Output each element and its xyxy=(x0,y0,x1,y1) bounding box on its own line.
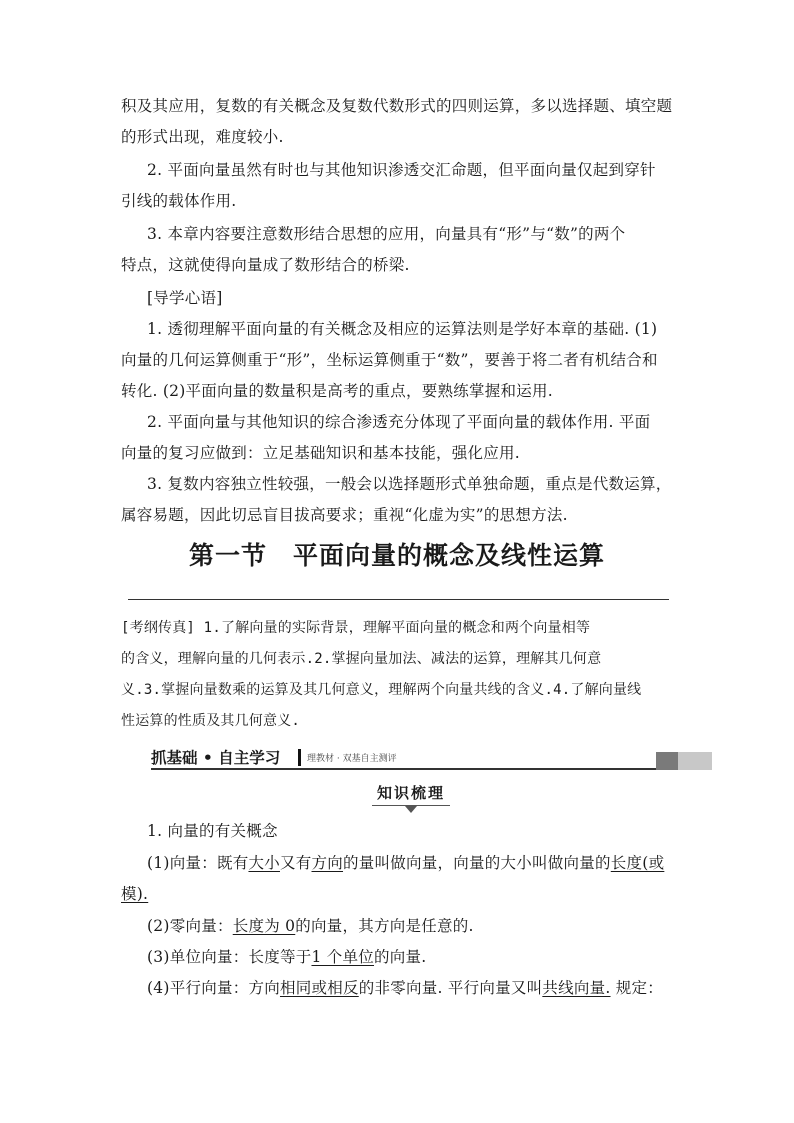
intro-line: 的形式出现，难度较小. xyxy=(121,128,284,146)
guide-line: 属容易题，因此切忌盲目拔高要求；重视“化虚为实”的思想方法. xyxy=(121,506,568,524)
content-line xyxy=(147,852,676,874)
band-subtitle: 理教材 · 双基自主测评 xyxy=(307,754,397,764)
text-span: (3)单位向量：长度等于 xyxy=(147,948,312,966)
syllabus-line: [考纲传真] 1.了解向量的实际背景，理解平面向量的概念和两个向量相等 xyxy=(121,620,591,636)
section-number: 第一节 xyxy=(188,541,267,570)
text-span: 的向量. xyxy=(374,948,427,966)
intro-line: 2. 平面向量虽然有时也与其他知识渗透交汇命题，但平面向量仅起到穿针 xyxy=(147,161,656,179)
section-title xyxy=(0,536,794,572)
fill-blank: 大小 xyxy=(248,854,280,872)
text-span: 的量叫做向量，向量的大小叫做向量的 xyxy=(343,854,611,872)
guide-line: 1. 透彻理解平面向量的有关概念及相应的运算法则是学好本章的基础. (1) xyxy=(147,320,658,338)
content-line xyxy=(121,883,676,905)
text-span: 的向量，其方向是任意的. xyxy=(295,917,474,935)
content-line xyxy=(147,915,676,937)
guide-line: 向量的复习应做到：立足基础知识和基本技能，强化应用. xyxy=(121,444,520,462)
text-span: 规定： xyxy=(610,979,663,997)
content-heading: 1. 向量的有关概念 xyxy=(147,822,278,840)
guide-line: 转化. (2)平面向量的数量积是高考的重点，要熟练掌握和运用. xyxy=(121,382,553,400)
knowledge-heading-label: 知识梳理 xyxy=(376,784,445,802)
section-band xyxy=(151,748,712,770)
knowledge-heading xyxy=(370,783,452,805)
title-rule xyxy=(128,599,669,600)
text-span: (2)零向量： xyxy=(147,917,233,935)
text-span: 的非零向量. 平行向量又叫 xyxy=(358,979,543,997)
intro-line: 3. 本章内容要注意数形结合思想的应用，向量具有“形”与“数”的两个 xyxy=(147,225,626,243)
intro-line: 积及其应用，复数的有关概念及复数代数形式的四则运算，多以选择题、填空题 xyxy=(121,97,673,115)
fill-blank: 方向 xyxy=(311,854,344,872)
fill-blank: 模). xyxy=(121,885,149,903)
band-block-dark xyxy=(656,752,678,770)
intro-line: 引线的载体作用. xyxy=(121,192,237,210)
syllabus-line: 性运算的性质及其几何意义. xyxy=(121,713,301,729)
band-title: 抓基础 • 自主学习 xyxy=(151,749,281,767)
fill-blank: 长度为 0 xyxy=(232,917,296,935)
band-block-light xyxy=(678,752,712,770)
guide-heading: [导学心语] xyxy=(147,289,223,307)
intro-line: 特点，这就使得向量成了数形结合的桥梁. xyxy=(121,256,410,274)
text-span: (1)向量：既有 xyxy=(147,854,249,872)
down-arrow-icon xyxy=(405,806,417,813)
fill-blank: 长度(或 xyxy=(610,854,665,872)
text-span: 又有 xyxy=(279,854,312,872)
fill-blank: 共线向量. xyxy=(542,979,611,997)
band-rule xyxy=(151,768,656,770)
section-name: 平面向量的概念及线性运算 xyxy=(293,541,606,570)
syllabus-line: 义.3.掌握向量数乘的运算及其几何意义，理解两个向量共线的含义.4.了解向量线 xyxy=(121,682,642,698)
fill-blank: 1 个单位 xyxy=(311,948,375,966)
content-line xyxy=(147,977,676,999)
guide-line: 3. 复数内容独立性较强，一般会以选择题形式单独命题，重点是代数运算， xyxy=(147,475,672,493)
fill-blank: 相同或相反 xyxy=(279,979,359,997)
syllabus-line: 的含义，理解向量的几何表示.2.掌握向量加法、减法的运算，理解其几何意 xyxy=(121,651,602,667)
content-line xyxy=(147,946,676,968)
guide-line: 向量的几何运算侧重于“形”，坐标运算侧重于“数”，要善于将二者有机结合和 xyxy=(121,351,658,369)
band-separator xyxy=(298,749,301,766)
text-span: (4)平行向量：方向 xyxy=(147,979,280,997)
guide-line: 2. 平面向量与其他知识的综合渗透充分体现了平面向量的载体作用. 平面 xyxy=(147,413,651,431)
